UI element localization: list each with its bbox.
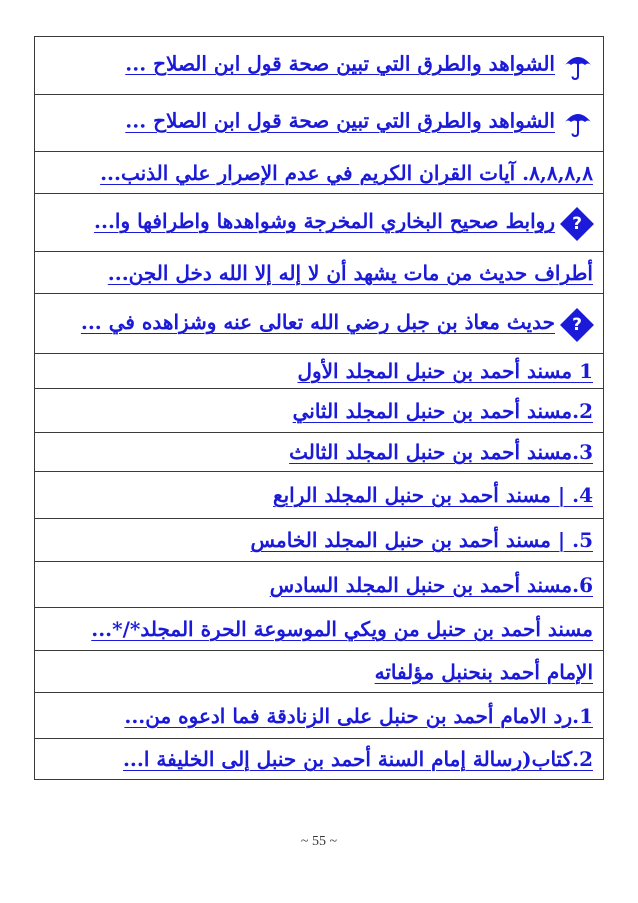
table-row	[35, 472, 604, 519]
toc-link[interactable]: 5. | مسند أحمد بن حنبل المجلد الخامس	[250, 528, 593, 552]
table-cell	[35, 739, 604, 780]
table-row	[35, 95, 604, 152]
table-cell	[35, 294, 604, 354]
table-row	[35, 354, 604, 389]
table-cell	[35, 693, 604, 739]
toc-link[interactable]: أطراف حديث من مات يشهد أن لا إله إلا الله دخل الجن...	[107, 260, 593, 285]
toc-link[interactable]: الإمام أحمد بنحنبل مؤلفاته	[374, 659, 593, 684]
toc-link[interactable]: الشواهد والطرق التي تبين صحة قول ابن الصلاح ...	[125, 108, 555, 133]
toc-link[interactable]: 1.رد الامام أحمد بن حنبل على الزنادقة فما ادعوه من...	[124, 703, 593, 728]
table-row	[35, 37, 604, 95]
table-row	[35, 739, 604, 780]
toc-link[interactable]: 3.مسند أحمد بن حنبل المجلد الثالث	[289, 440, 593, 464]
table-cell	[35, 519, 604, 562]
table-row	[35, 433, 604, 472]
table-cell	[35, 95, 604, 152]
table-cell	[35, 252, 604, 294]
replacement-char-icon: ?	[560, 308, 594, 342]
table-row	[35, 651, 604, 693]
toc-link[interactable]: حديث معاذ بن جبل رضي الله تعالى عنه وشزاهده في ...	[80, 310, 555, 335]
table-row	[35, 693, 604, 739]
umbrella-icon	[563, 108, 593, 138]
table-cell	[35, 651, 604, 693]
table-row	[35, 562, 604, 608]
toc-link[interactable]: ٨,٨,٨,٨. آيات القران الكريم في عدم الإصرار علي الذنب...	[100, 160, 593, 185]
toc-link[interactable]: مسند أحمد بن حنبل من ويكي الموسوعة الحرة المجلد*/*...	[91, 617, 593, 641]
table-cell	[35, 608, 604, 651]
table-cell	[35, 562, 604, 608]
page-number: ~ 55 ~	[300, 834, 338, 849]
table-row	[35, 294, 604, 354]
toc-link[interactable]: 4. | مسند أحمد بن حنبل المجلد الرابع	[272, 483, 593, 507]
toc-link[interactable]: 6.مسند أحمد بن حنبل المجلد السادس	[269, 572, 593, 597]
table-cell	[35, 37, 604, 95]
replacement-char-icon: ?	[560, 207, 594, 241]
umbrella-icon	[563, 51, 593, 81]
toc-table	[34, 36, 604, 780]
table-cell	[35, 194, 604, 252]
table-cell	[35, 354, 604, 389]
table-cell	[35, 389, 604, 433]
table-row	[35, 152, 604, 194]
table-row	[35, 519, 604, 562]
toc-link[interactable]: روابط صحيح البخاري المخرجة وشواهدها واطرافها وا...	[94, 209, 555, 234]
table-row	[35, 608, 604, 651]
table-row	[35, 389, 604, 433]
table-cell	[35, 433, 604, 472]
table-row	[35, 194, 604, 252]
toc-link[interactable]: 2.مسند أحمد بن حنبل المجلد الثاني	[292, 398, 593, 423]
table-cell	[35, 472, 604, 519]
toc-link[interactable]: 2.كتاب(رسالة إمام السنة أحمد بن حنبل إلى الخليفة ا...	[122, 747, 593, 771]
toc-link[interactable]: 1 مسند أحمد بن حنبل المجلد الأول	[297, 359, 593, 383]
toc-link[interactable]: الشواهد والطرق التي تبين صحة قول ابن الصلاح ...	[125, 51, 555, 75]
table-row	[35, 252, 604, 294]
table-cell	[35, 152, 604, 194]
